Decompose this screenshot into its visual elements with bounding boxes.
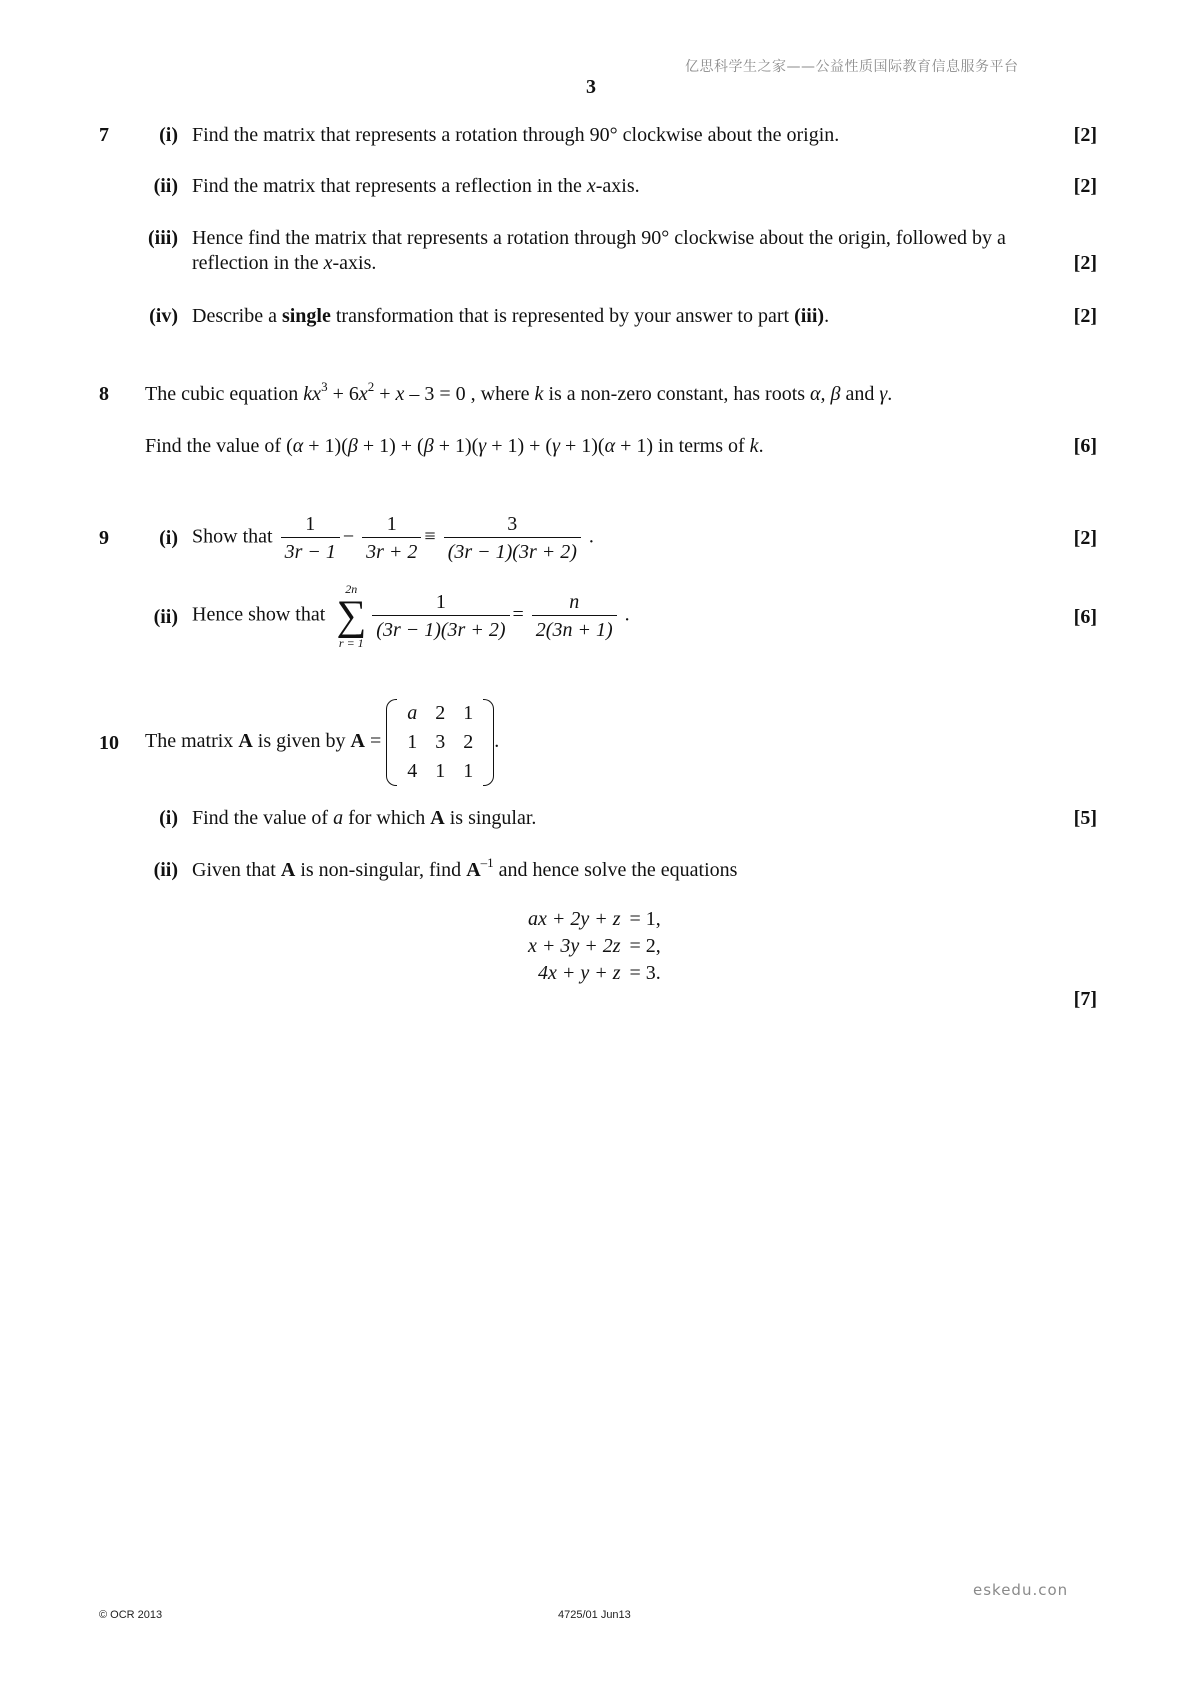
watermark-top: 亿思科学生之家——公益性质国际教育信息服务平台: [685, 59, 1019, 75]
part-label: (i): [159, 807, 178, 829]
marks: [2]: [1073, 252, 1097, 274]
footer-copyright: © OCR 2013: [99, 1609, 163, 1621]
part-label: (ii): [153, 606, 178, 628]
equation-system: [526, 905, 663, 988]
marks: [6]: [1073, 606, 1097, 628]
question-text: The matrix A is given by A = a 2 1 1 3 2 4 1 1 .: [145, 699, 499, 786]
marks: [5]: [1073, 807, 1097, 829]
part-text: Find the matrix that represents a reflection in the x-axis.: [192, 175, 640, 197]
part-text: Find the matrix that represents a rotation through 90° clockwise about the origin.: [192, 124, 840, 146]
marks: [2]: [1073, 175, 1097, 197]
equation-lhs: 4x + y + z: [538, 962, 621, 984]
part-text: Show that $\frac{1}{3r - 1}$ − $\frac{1}{3r + 2}$ ≡ $\frac{3}{(3r - 1)(3r + 2)}$ .: [192, 513, 594, 563]
part-text-continued: reflection in the x-axis.: [192, 252, 377, 274]
equation-rhs: = 1,: [629, 908, 661, 930]
question-number: 8: [99, 383, 109, 405]
question-number: 7: [99, 124, 109, 146]
part-text: Describe a single transformation that is represented by your answer to part (iii).: [192, 305, 830, 327]
marks: [7]: [1073, 988, 1097, 1010]
question-text: The cubic equation $kx^3 + 6x^2 + x - 3 = 0$ , where k is a non-zero constant, has roots α, β and γ.: [145, 379, 893, 405]
fraction: $\frac{1}{3r - 1}$: [281, 512, 340, 564]
summation-symbol: 2n ∑ r = 1: [336, 582, 367, 650]
fraction: $\frac{n}{2(3n + 1)}$: [532, 590, 617, 642]
part-label: (iv): [149, 305, 178, 327]
marks: [2]: [1073, 305, 1097, 327]
fraction: $\frac{3}{(3r - 1)(3r + 2)}$: [444, 512, 581, 564]
equation-lhs: ax + 2y + z: [528, 908, 621, 930]
footer-paper-code: 4725/01 Jun13: [558, 1609, 631, 1621]
matrix-a: a 2 1 1 3 2 4 1 1: [386, 699, 494, 786]
part-label: (iii): [148, 227, 178, 249]
part-label: (i): [159, 124, 178, 146]
part-label: (ii): [153, 175, 178, 197]
fraction: $\frac{1}{(3r - 1)(3r + 2)}$: [372, 590, 509, 642]
question-number: 10: [99, 732, 119, 754]
equation-rhs: = 2,: [629, 935, 661, 957]
marks: [2]: [1073, 527, 1097, 549]
part-label: (i): [159, 527, 178, 549]
equation-lhs: x + 3y + 2z: [528, 935, 621, 957]
equation-rhs: = 3.: [629, 962, 661, 984]
marks: [6]: [1073, 435, 1097, 457]
page-number: 3: [586, 76, 596, 98]
part-text: Given that A is non-singular, find $A^{-1}$ and hence solve the equations: [192, 855, 738, 881]
watermark-bottom: eskedu.con: [973, 1581, 1069, 1599]
fraction: $\frac{1}{3r + 2}$: [362, 512, 421, 564]
question-number: 9: [99, 527, 109, 549]
part-label: (ii): [153, 859, 178, 881]
part-text: Hence show that 2n ∑ r = 1 $\frac{1}{(3r - 1)(3r + 2)}$ = $\frac{n}{2(3n + 1)}$ .: [192, 582, 630, 650]
part-text: Hence find the matrix that represents a rotation through 90° clockwise about the origin, followed by a: [192, 227, 1006, 249]
part-text: Find the value of a for which A is singular.: [192, 807, 537, 829]
question-text: Find the value of (α + 1)(β + 1) + (β + 1)(γ + 1) + (γ + 1)(α + 1) in terms of k.: [145, 435, 764, 457]
marks: [2]: [1073, 124, 1097, 146]
